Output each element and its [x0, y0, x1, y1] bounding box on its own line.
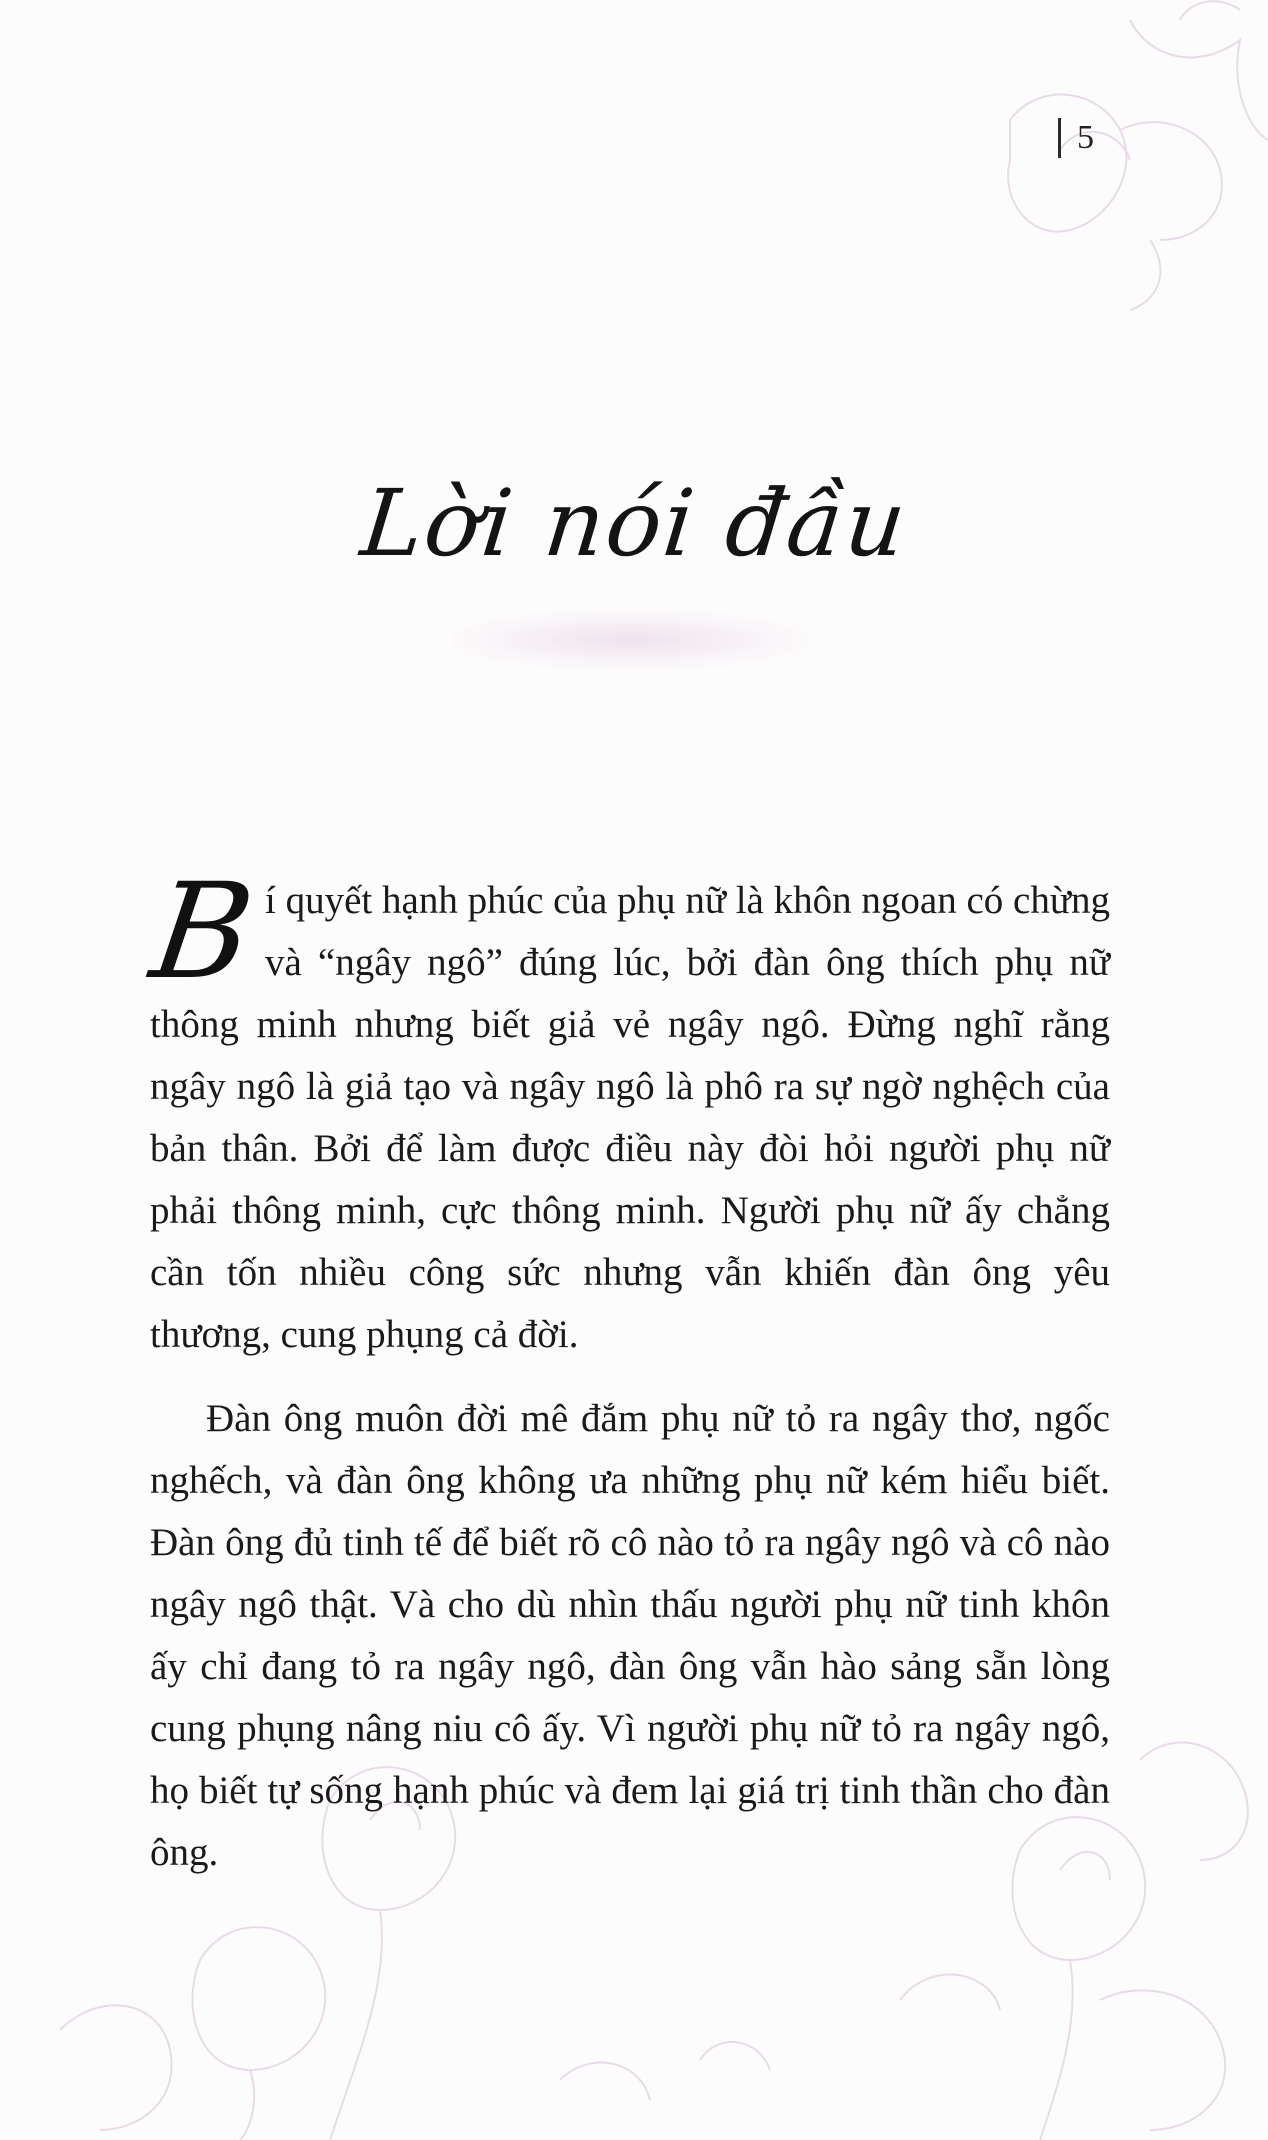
chapter-heading [0, 470, 1268, 577]
page-number-value: 5 [1077, 119, 1094, 156]
page-number-divider [1058, 118, 1061, 158]
chapter-title: Lời nói đầu [355, 470, 913, 577]
paragraph-1-text: í quyết hạnh phúc của phụ nữ là khôn ngoan có chừng và “ngây ngô” đúng lúc, bởi đàn ông thích phụ nữ thông minh nhưng biết giả vẻ ngây ngô. Đừng nghĩ rằng ngây ngô là giả tạo và ngây ngô là phô ra sự ngờ nghệch của bản thân. Bởi để làm được điều này đòi hỏi người phụ nữ phải thông minh, cực thông minh. Người phụ nữ ấy chẳng cần tốn nhiều công sức nhưng vẫn khiến đàn ông yêu thương, cung phụng cả đời. [150, 879, 1110, 1356]
page-number [1058, 118, 1094, 158]
drop-cap: B [143, 855, 262, 1009]
paragraph-1 [143, 855, 1110, 1366]
paragraph-2-text: Đàn ông muôn đời mê đắm phụ nữ tỏ ra ngây thơ, ngốc nghếch, và đàn ông không ưa những phụ nữ kém hiểu biết. Đàn ông đủ tinh tế để biết rõ cô nào tỏ ra ngây ngô và cô nào ngây ngô thật. Và cho dù nhìn thấu người phụ nữ tinh khôn ấy chỉ đang tỏ ra ngây ngô, đàn ông vẫn hào sảng sẵn lòng cung phụng nâng niu cô ấy. Vì người phụ nữ tỏ ra ngây ngô, họ biết tự sống hạnh phúc và đem lại giá trị tinh thần cho đàn ông. [150, 1397, 1110, 1874]
title-underglow [450, 610, 810, 670]
paragraph-2 [150, 1388, 1110, 1884]
preface-body [143, 855, 1110, 1884]
